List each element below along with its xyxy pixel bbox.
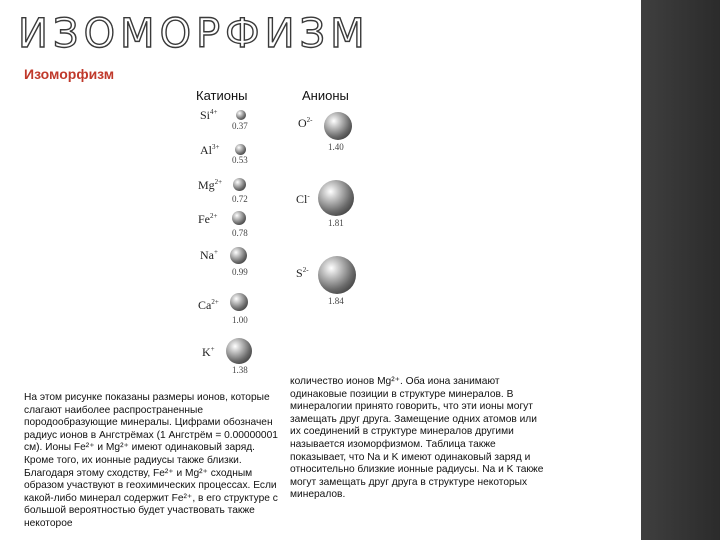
- ion-ball: [226, 338, 252, 364]
- ion-radius: 0.53: [232, 155, 248, 165]
- ion-ball: [232, 211, 246, 225]
- ion-radius: 0.72: [232, 194, 248, 204]
- ion-radius-diagram: [190, 86, 380, 376]
- ion-radius: 1.81: [328, 218, 344, 228]
- ion-symbol: $Si^{4+}$: [200, 108, 218, 122]
- description-left-text: На этом рисунке показаны размеры ионов, которые слагают наиболее распространенные породообразующие минералы. Цифрами обозначен радиус ионов в Ангстрёмах (1 Ангстрём = 0.00000001 см). Ионы Fe²⁺ и Mg²⁺ имеют одинаковый заряд. Кроме того, их ионные радиусы также близки. Благодаря этому сходству, Fe²⁺ и Mg²⁺ сходным образом участвуют в геохимических процессах. Если какой-либо минерал содержит Fe²⁺, в его структуре с большой вероятностью будет участвовать также некоторое: [24, 392, 278, 529]
- ion-symbol: K+: [202, 345, 215, 359]
- ion-symbol: $Ca^{2+}$: [198, 298, 219, 312]
- ion-ball: [235, 144, 246, 155]
- ion-radius: 1.38: [232, 365, 248, 375]
- ion-ball: [233, 178, 246, 191]
- ion-ball: [236, 110, 246, 120]
- ion-ball: [324, 112, 352, 140]
- ion-symbol: $S^{2-}$: [296, 266, 309, 280]
- slide-subtitle: Изоморфизм: [24, 66, 115, 82]
- ion-symbol: $O^{2-}$: [298, 116, 313, 130]
- slide-title: ИЗОМОРФИЗМ: [18, 11, 370, 57]
- description-left-column: [24, 392, 280, 531]
- ion-symbol: $Al^{3+}$: [200, 143, 220, 157]
- description-right-text: количество ионов Mg²⁺. Оба иона занимают одинаковые позиции в структуре минералов. В минералогии принято говорить, что эти ионы могут замещать друг друга. Замещение одних атомов или их соединений в структуре минералов другими называется изоморфизмом. Таблица также показывает, что Na и K имеют одинаковый заряд и относительно близкие ионные радиусы. Na и K также могут замещать друг друга в структуре некоторых минералов.: [290, 376, 544, 501]
- ion-radius: 0.78: [232, 228, 248, 238]
- description-right-column: [290, 376, 550, 502]
- ion-ball: [230, 293, 248, 311]
- ion-radius: 1.84: [328, 296, 344, 306]
- ion-ball: [318, 256, 356, 294]
- cations-heading: Катионы: [196, 88, 248, 103]
- ion-symbol: $Fe^{2+}$: [198, 212, 218, 226]
- ion-ball: [230, 247, 247, 264]
- ion-ball: [318, 180, 354, 216]
- anions-heading: Анионы: [302, 88, 349, 103]
- ion-radius: 0.99: [232, 267, 248, 277]
- ion-radius: 1.40: [328, 142, 344, 152]
- ion-symbol: Na+: [200, 248, 218, 262]
- ion-radius: 0.37: [232, 121, 248, 131]
- ion-radius: 1.00: [232, 315, 248, 325]
- decorative-side-bar: [641, 0, 720, 540]
- ion-symbol: $Mg^{2+}$: [198, 178, 223, 192]
- ion-symbol: Cl-: [296, 192, 310, 206]
